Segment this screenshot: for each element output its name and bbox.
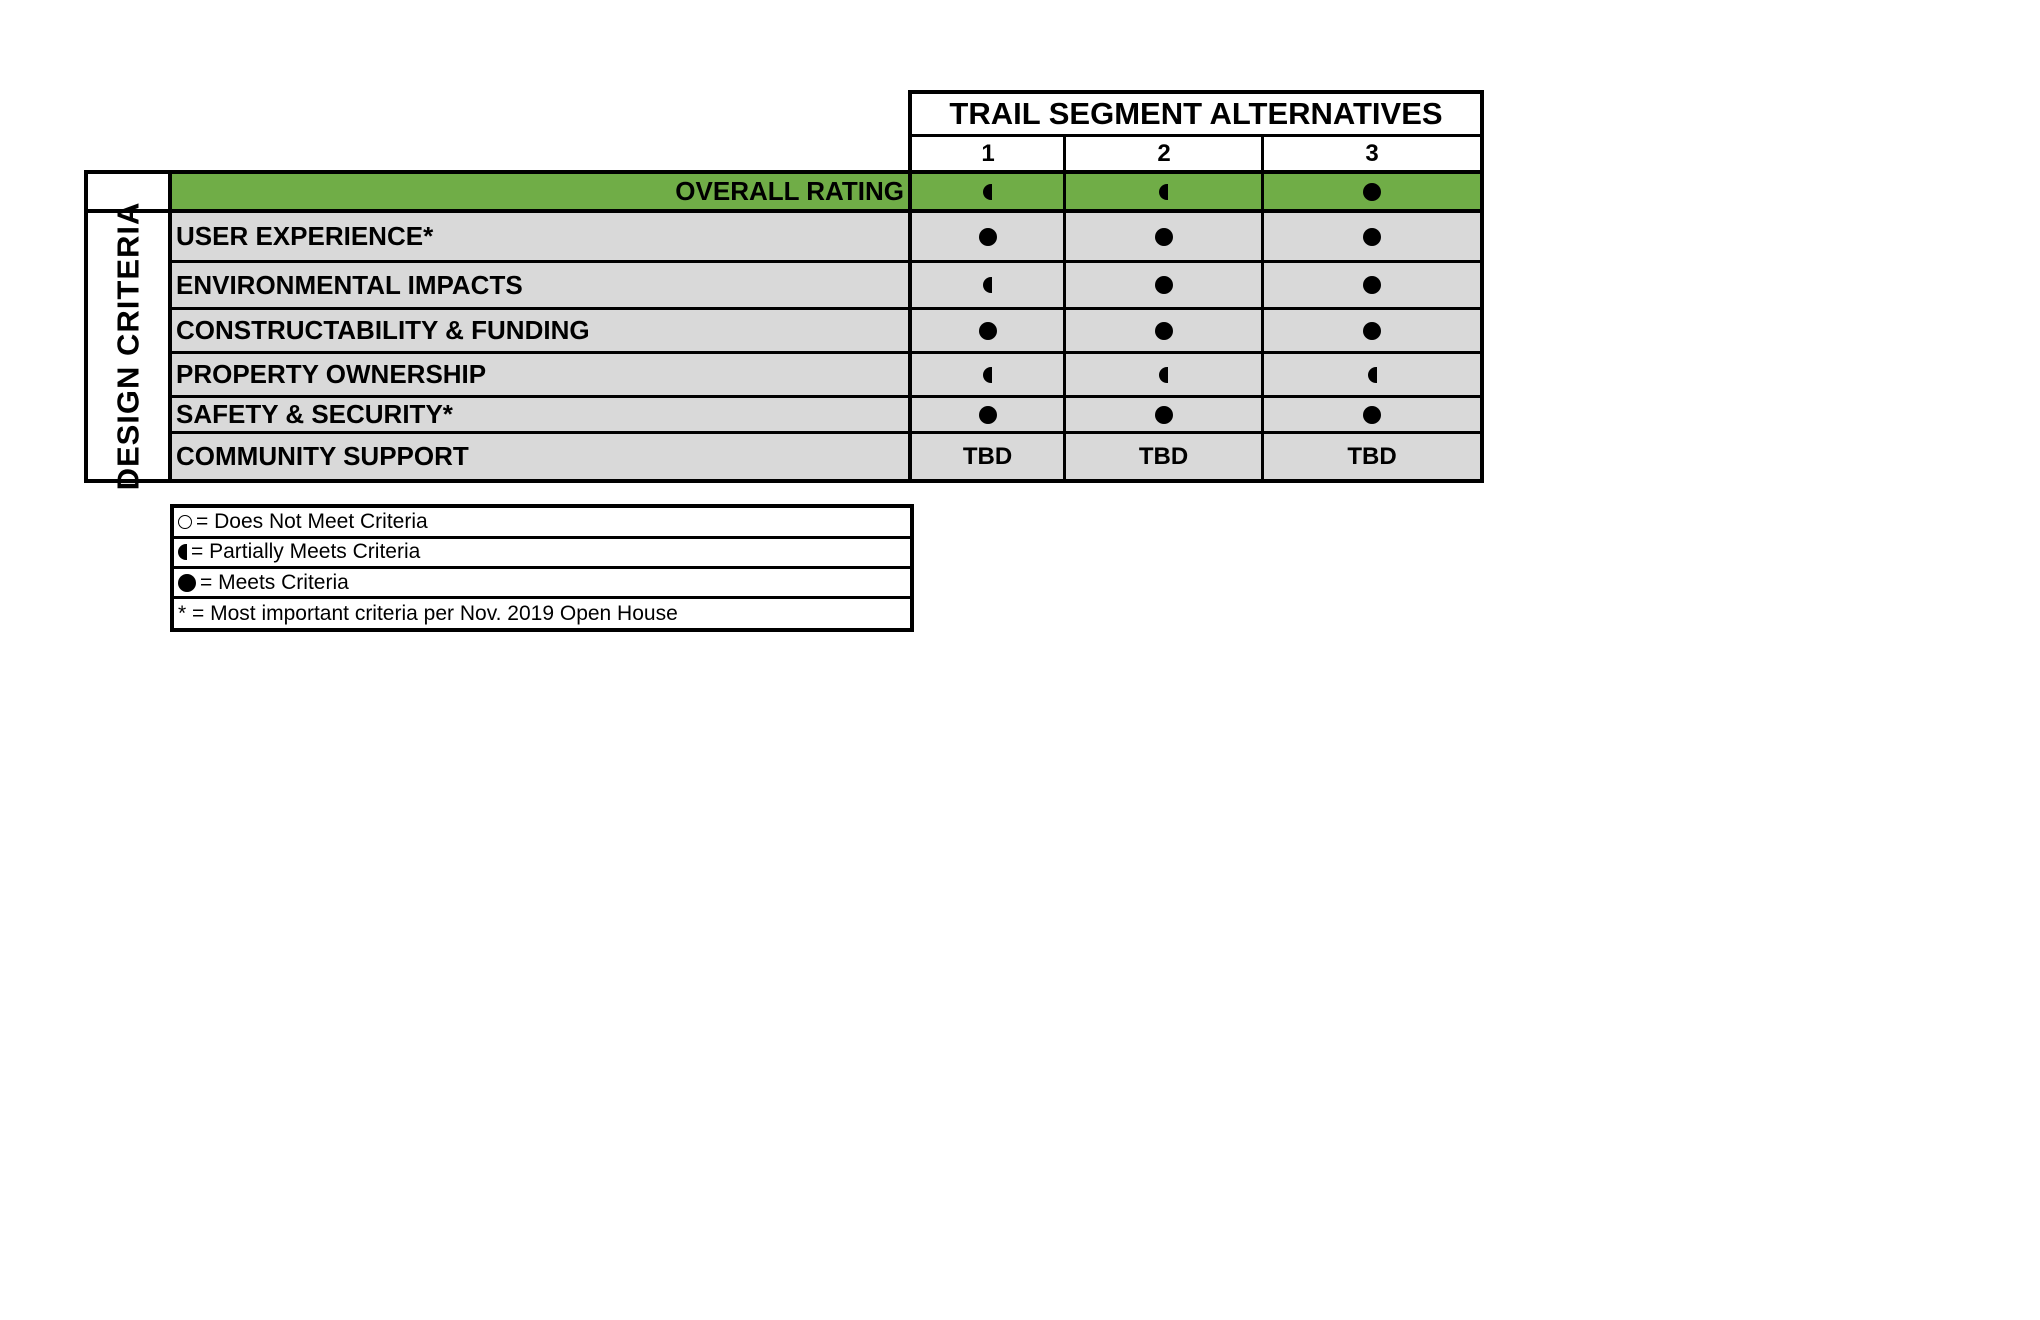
partially-meets-icon [1159,367,1168,383]
rating-text: TBD [962,442,1013,470]
criteria-rating-cell [1066,398,1261,431]
design-criteria-label-box [88,201,168,491]
meets-criteria-icon [1363,228,1381,246]
meets-criteria-icon [1363,276,1381,294]
criteria-rating-cell [1066,354,1261,395]
criteria-rating-cell [1264,354,1480,395]
rating-text: TBD [1347,442,1397,470]
partially-meets-icon [178,544,187,560]
meets-criteria-icon [1155,406,1173,424]
criteria-rating-cell [912,310,1063,351]
criteria-label: SAFETY & SECURITY* [176,399,453,429]
partially-meets-icon [983,277,992,293]
criteria-rating-cell [912,434,1063,479]
criteria-label: USER EXPERIENCE* [176,221,434,251]
criteria-row-label-cell [172,263,908,307]
criteria-label: COMMUNITY SUPPORT [176,441,469,471]
criteria-row-label-cell [172,310,908,351]
column-divider [1063,134,1066,174]
design-criteria-label: DESIGN CRITERIA [110,201,146,491]
criteria-rating-cell [1066,310,1261,351]
legend-item [174,569,910,596]
meets-criteria-icon [1155,228,1173,246]
partially-meets-icon [1159,184,1168,200]
does-not-meet-icon [178,515,192,529]
legend-item [174,599,910,628]
criteria-rating-cell [912,213,1063,260]
overall-rating-label: OVERALL RATING [675,176,904,206]
criteria-label: PROPERTY OWNERSHIP [176,359,487,389]
partially-meets-icon [983,367,992,383]
meets-criteria-icon [979,322,997,340]
legend-item [174,538,910,566]
overall-rating-label-cell [172,174,908,209]
criteria-row-label-cell [172,354,908,395]
meets-criteria-icon [1363,183,1381,201]
meets-criteria-icon [1363,406,1381,424]
criteria-rating-cell [1264,310,1480,351]
legend-item [174,508,910,536]
criteria-rating-cell [1264,263,1480,307]
meets-criteria-icon [979,228,997,246]
meets-criteria-icon [1155,276,1173,294]
overall-rating-cell [1066,174,1261,209]
meets-criteria-icon [1155,322,1173,340]
column-header-2: 2 [1157,139,1171,167]
column-header-3: 3 [1365,139,1379,167]
meets-criteria-icon [979,406,997,424]
alternatives-title: TRAIL SEGMENT ALTERNATIVES [949,96,1443,131]
partially-meets-icon [983,184,992,200]
legend-text: = Partially Meets Criteria [191,540,421,563]
criteria-row-label-cell [172,213,908,260]
meets-criteria-icon [178,574,196,592]
criteria-rating-cell [1264,398,1480,431]
meets-criteria-icon [1363,322,1381,340]
legend-text: = Does Not Meet Criteria [196,510,428,533]
criteria-rating-cell [1066,213,1261,260]
legend-text: = Meets Criteria [200,570,349,594]
partially-meets-icon [1368,367,1377,383]
overall-rating-cell [912,174,1063,209]
criteria-rating-cell [912,398,1063,431]
criteria-rating-cell [1264,434,1480,479]
criteria-rating-cell [912,263,1063,307]
column-divider [1261,134,1264,174]
criteria-row-label-cell [172,398,908,431]
criteria-label: ENVIRONMENTAL IMPACTS [176,269,523,300]
criteria-row-label-cell [172,434,908,479]
criteria-rating-cell [912,354,1063,395]
criteria-rating-cell [1066,263,1261,307]
criteria-label: CONSTRUCTABILITY & FUNDING [176,315,590,345]
legend-text: * = Most important criteria per Nov. 2019 Open House [178,601,678,625]
overall-rating-cell [1264,174,1480,209]
criteria-rating-cell [1066,434,1261,479]
rating-text: TBD [1138,442,1189,470]
criteria-rating-cell [1264,213,1480,260]
column-header-1: 1 [981,139,995,167]
